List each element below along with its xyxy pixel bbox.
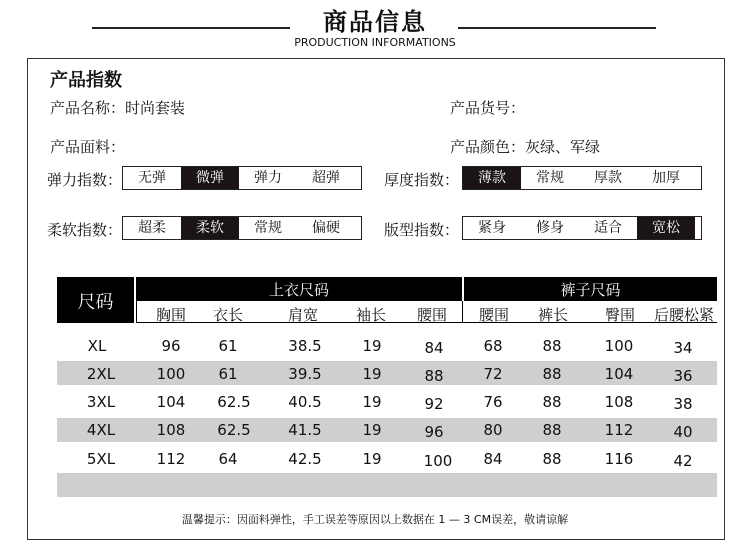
product-color [450,136,600,157]
table-cell: 19 [362,393,382,411]
table-cell: 40 [673,423,693,441]
table-cell: 72 [483,365,503,383]
table-cell: 62.5 [217,421,251,439]
table-cell: 41.5 [288,421,322,439]
product-color-value: 灰绿、军绿 [525,138,601,156]
product-name-value: 时尚套装 [125,99,186,117]
table-cell: 92 [424,395,444,413]
table-cell: 38 [673,395,693,413]
thickness-option: 加厚 [652,170,680,186]
table-cell: 38.5 [288,337,322,355]
fit-option: 紧身 [478,220,506,236]
table-cell: 100 [156,365,186,383]
pants-group-label: 裤子尺码 [560,281,621,299]
product-fabric-label: 产品面料： [50,138,126,156]
table-cell: 104 [156,393,186,411]
thickness-option: 常规 [536,170,564,186]
table-cell: 76 [483,393,503,411]
header-divider [462,277,464,301]
page-subtitle: PRODUCTION INFORMATIONS [294,36,456,49]
fit-options [462,216,702,240]
table-cell: 104 [604,365,634,383]
table-cell: 34 [673,339,693,357]
column-header: 后腰松紧 [653,306,714,324]
softness-option: 柔软 [181,217,239,239]
fit-option: 修身 [536,220,564,236]
row-band [57,473,717,497]
elasticity-option: 弹力 [254,170,282,186]
table-cell: 19 [362,337,382,355]
table-cell: 96 [424,423,444,441]
table-cell: 88 [542,393,562,411]
fit-option: 宽松 [637,217,695,239]
column-header: 衣长 [212,306,243,324]
softness-option: 超柔 [138,220,166,236]
footer-note: 温馨提示：因面料弹性，手工误差等原因以上数据在 1 — 3 CM误差，敬请谅解 [181,513,569,526]
table-cell: 88 [542,337,562,355]
table-cell: 88 [542,365,562,383]
softness-option: 偏硬 [312,220,340,236]
size-cell: 3XL [86,393,116,411]
size-cell: 2XL [86,365,116,383]
table-cell: 108 [156,421,186,439]
softness-options [122,216,362,240]
size-cell: 5XL [86,450,116,468]
top-group-label: 上衣尺码 [268,281,329,299]
size-cell: 4XL [86,421,116,439]
product-name [50,97,185,118]
elasticity-option: 超弹 [312,170,340,186]
product-color-label: 产品颜色： [450,138,526,156]
table-cell: 84 [483,450,503,468]
table-cell: 42.5 [288,450,322,468]
column-header: 袖长 [355,306,386,324]
table-cell: 112 [604,421,634,439]
product-sku-label: 产品货号： [450,99,526,117]
page-title: 商品信息 [323,8,427,36]
table-cell: 100 [423,452,453,470]
table-cell: 62.5 [217,393,251,411]
column-header: 腰围 [416,306,447,324]
thickness-options [462,166,702,190]
column-header: 裤长 [537,306,568,324]
elasticity-option: 无弹 [138,170,166,186]
softness-option: 常规 [254,220,282,236]
table-cell: 42 [673,452,693,470]
table-cell: 19 [362,450,382,468]
table-cell: 116 [604,450,634,468]
table-cell: 39.5 [288,365,322,383]
elasticity-label: 弹力指数： [47,171,123,189]
table-cell: 88 [424,367,444,385]
table-cell: 112 [156,450,186,468]
column-header: 臀围 [604,306,635,324]
table-cell: 96 [161,337,181,355]
table-cell: 68 [483,337,503,355]
table-cell: 108 [604,393,634,411]
table-cell: 19 [362,421,382,439]
column-header: 胸围 [155,306,186,324]
elasticity-option: 微弹 [181,167,239,189]
table-cell: 88 [542,421,562,439]
column-header: 腰围 [478,306,509,324]
table-cell: 61 [218,365,238,383]
table-cell: 40.5 [288,393,322,411]
table-cell: 84 [424,339,444,357]
thickness-option: 薄款 [463,167,521,189]
table-cell: 61 [218,337,238,355]
table-cell: 36 [673,367,693,385]
size-header-label: 尺码 [77,292,114,313]
fit-option: 适合 [594,220,622,236]
softness-label: 柔软指数： [47,221,123,239]
table-cell: 100 [604,337,634,355]
section-title: 产品指数 [50,70,122,91]
thickness-option: 厚款 [594,170,622,186]
elasticity-options [122,166,362,190]
product-name-label: 产品名称： [50,99,126,117]
table-cell: 88 [542,450,562,468]
size-cell: XL [87,337,107,355]
table-cell: 19 [362,365,382,383]
table-cell: 80 [483,421,503,439]
table-cell: 64 [218,450,238,468]
fit-label: 版型指数： [384,221,460,239]
thickness-label: 厚度指数： [384,171,460,189]
column-header: 肩宽 [287,306,318,324]
